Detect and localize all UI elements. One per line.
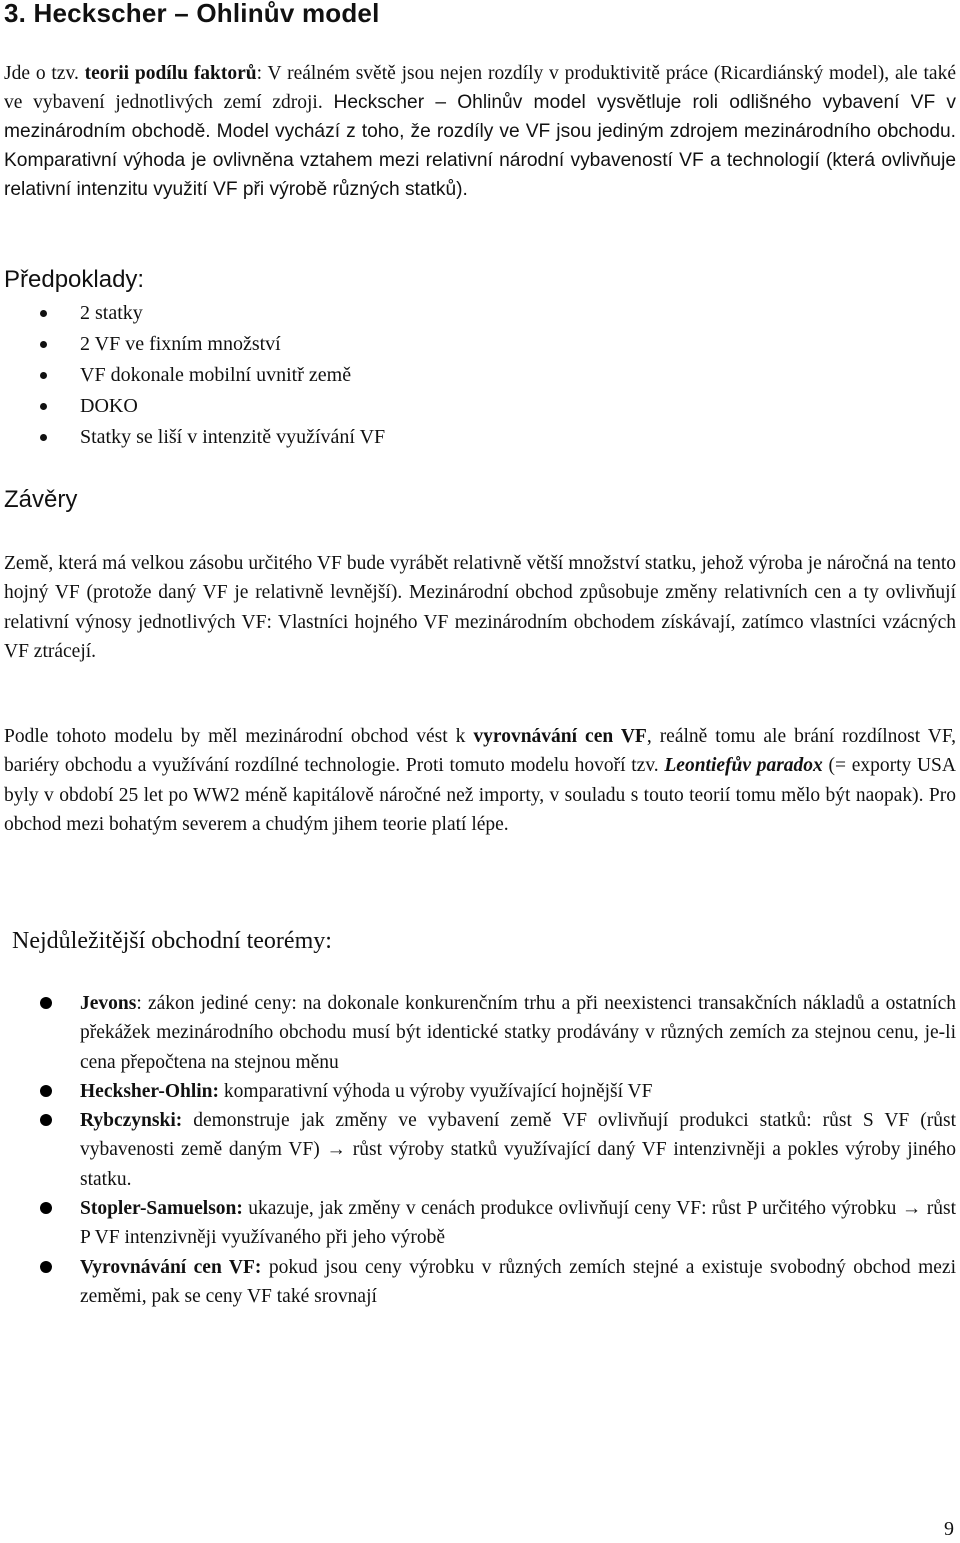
- page-number: 9: [944, 1518, 954, 1540]
- theorem-text: komparativní výhoda u výroby využívající hojnější VF: [219, 1080, 653, 1102]
- list-item-text: 2 statky: [80, 302, 143, 324]
- theorem-text: ukazuje, jak změny v cenách produkce ovlivňují ceny VF: růst P určitého výrobku → růst P VF intenzivněji využívaného při jeho výrobě: [80, 1198, 956, 1249]
- list-item-text: 2 VF ve fixním množství: [80, 333, 281, 355]
- predpoklady-heading: Předpoklady:: [4, 266, 145, 293]
- list-item-text: Statky se liší v intenzitě využívání VF: [80, 426, 386, 448]
- zavery-paragraph-2: [4, 722, 956, 840]
- bullet-icon: [40, 341, 47, 348]
- theorem-text: : zákon jediné ceny: na dokonale konkurenčním trhu a při neexistenci transakčních nákladů a ostatních překážek mezinárodního obchodu musí být identické statky prodávány v různých zemích za stejnou cenu, je-li cena přepočtena na stejnou měnu: [80, 993, 956, 1073]
- bullet-icon: [40, 1085, 52, 1097]
- text-span: Podle tohoto modelu by měl mezinárodní obchod vést k: [4, 726, 474, 747]
- list-item: [0, 989, 960, 1077]
- predpoklady-list: [0, 298, 385, 453]
- list-item: [0, 1106, 960, 1194]
- theorem-name: Jevons: [80, 993, 137, 1014]
- list-item: [0, 391, 385, 422]
- intro-bold-term: teorii podílu faktorů: [84, 63, 257, 84]
- intro-text-1: Jde o tzv.: [4, 63, 85, 84]
- bullet-icon: [40, 1202, 52, 1214]
- bullet-icon: [40, 372, 47, 379]
- zavery-paragraph-1: Země, která má velkou zásobu určitého VF bude vyrábět relativně větší množství statku, jehož výroba je náročná na tento hojný VF (protože daný VF je relativně levnější). Mezinárodní obchod způsobuje změny relativních cen a ty ovlivňují relativní výnosy jednotlivých VF: Vlastníci hojného VF mezinárodním obchodem získávají, zatímco vlastníci vzácných VF ztrácejí.: [4, 553, 956, 663]
- bullet-icon: [40, 434, 47, 441]
- page-title: 3. Heckscher – Ohlinův model: [4, 0, 380, 28]
- intro-text-2: : V reálném světě jsou nejen rozdíly v produktivitě práce (Ricardiánský model), ale také ve vybavení jednotlivých zemí zdroji.: [4, 63, 956, 113]
- text-span: , reálně tomu ale brání rozdílnost VF, bariéry obchodu a využívání rozdílné technologie. Proti tomuto modelu hovoří tzv.: [4, 726, 956, 777]
- bullet-icon: [40, 1261, 52, 1273]
- theorem-text: pokud jsou ceny výrobku v různých zemích stejné a existuje svobodný obchod mezi zeměmi, pak se ceny VF také srovnají: [80, 1256, 956, 1307]
- intro-paragraph: [4, 59, 956, 204]
- intro-text-3: Heckscher – Ohlinův model vysvětluje roli odlišného vybavení VF v mezinárodním obchodě. Model vychází z toho, že rozdíly ve VF jsou jediným zdrojem mezinárodního obchodu. Komparativní výhoda je ovlivněna vztahem mezi relativní národní vybaveností VF a technologií (která ovlivňuje relativní intenzitu využití VF při výrobě různých statků).: [4, 92, 957, 200]
- teoremy-list: [0, 989, 960, 1311]
- list-item: [0, 1253, 960, 1312]
- theorem-name: Rybczynski:: [80, 1110, 183, 1132]
- list-item-text: VF dokonale mobilní uvnitř země: [80, 364, 352, 386]
- theorem-name: Hecksher-Ohlin:: [80, 1080, 220, 1102]
- theorem-text: demonstruje jak změny ve vybavení země VF ovlivňují produkci statků: růst S VF (růst vybavenosti země daným VF) → růst výroby statků využívající daný VF intenzivněji a pokles výroby jiného statku.: [80, 1110, 956, 1190]
- list-item: [0, 360, 385, 391]
- bold-term: vyrovnávání cen VF: [473, 726, 647, 747]
- list-item: [0, 1194, 960, 1253]
- bullet-icon: [40, 997, 52, 1009]
- bullet-icon: [40, 1114, 52, 1126]
- list-item: [0, 329, 385, 360]
- theorem-name: Stopler-Samuelson:: [80, 1198, 243, 1220]
- list-item: [0, 422, 385, 453]
- theorem-name: Vyrovnávání cen VF:: [80, 1256, 262, 1278]
- bullet-icon: [40, 310, 47, 317]
- text-span: (= exporty USA byly v období 25 let po WW2 méně kapitálově náročné než importy, v souladu s touto teorií tomu mělo být naopak). Pro obchod mezi bohatým severem a chudým jihem teorie platí lépe.: [4, 755, 956, 836]
- teoremy-heading: Nejdůležitější obchodní teorémy:: [12, 928, 332, 954]
- list-item: [0, 298, 385, 329]
- zavery-heading: Závěry: [4, 486, 78, 513]
- list-item-text: DOKO: [80, 395, 138, 417]
- list-item: [0, 1077, 960, 1106]
- leontief-paradox-term: Leontiefův paradox: [664, 755, 823, 777]
- bullet-icon: [40, 403, 47, 410]
